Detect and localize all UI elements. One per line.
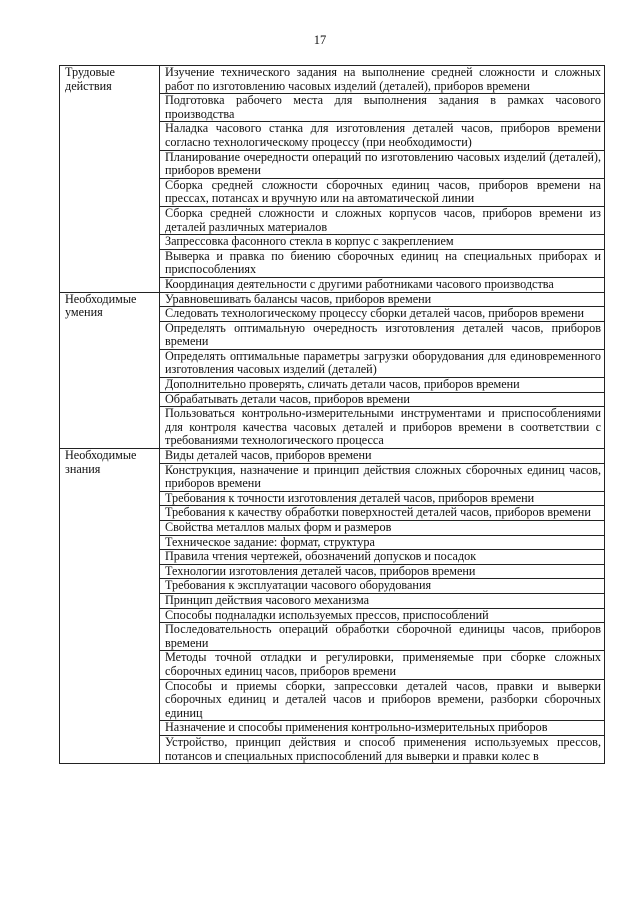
table-cell: Уравновешивать балансы часов, приборов времени (160, 292, 605, 307)
competency-table (59, 65, 605, 764)
table-cell: Обрабатывать детали часов, приборов времени (160, 392, 605, 407)
table-cell: Наладка часового станка для изготовления деталей часов, приборов времени согласно технологическому процессу (при необходимости) (160, 122, 605, 150)
table-cell: Определять оптимальную очередность изготовления деталей часов, приборов времени (160, 321, 605, 349)
table-cell: Требования к качеству обработки поверхностей деталей часов, приборов времени (160, 506, 605, 521)
table-cell: Планирование очередности операций по изготовлению часовых изделий (деталей), приборов времени (160, 150, 605, 178)
table-row (60, 66, 605, 94)
table-cell: Требования к точности изготовления деталей часов, приборов времени (160, 491, 605, 506)
table-cell: Требования к эксплуатации часового оборудования (160, 579, 605, 594)
section-label: Необходимые знания (60, 449, 160, 764)
section-label: Необходимые умения (60, 292, 160, 449)
table-cell: Конструкция, назначение и принцип действия сложных сборочных единиц часов, приборов времени (160, 463, 605, 491)
table-cell: Техническое задание: формат, структура (160, 535, 605, 550)
table-cell: Устройство, принцип действия и способ применения используемых прессов, потансов и специальных приспособлений для выверки и правки колес в (160, 735, 605, 763)
table-row (60, 292, 605, 307)
table-cell: Методы точной отладки и регулировки, применяемые при сборке сложных сборочных единиц часов, приборов времени (160, 651, 605, 679)
table-cell: Последовательность операций обработки сборочной единицы часов, приборов времени (160, 623, 605, 651)
table-row (60, 449, 605, 464)
table-cell: Дополнительно проверять, сличать детали часов, приборов времени (160, 378, 605, 393)
table-cell: Подготовка рабочего места для выполнения задания в рамках часового производства (160, 94, 605, 122)
table-cell: Запрессовка фасонного стекла в корпус с закреплением (160, 235, 605, 250)
table-cell: Сборка средней сложности сборочных единиц часов, приборов времени на прессах, потансах и вручную или на автоматической линии (160, 178, 605, 206)
section-label: Трудовые действия (60, 66, 160, 293)
page-number: 17 (313, 33, 327, 47)
table-cell: Назначение и способы применения контрольно-измерительных приборов (160, 721, 605, 736)
table-cell: Выверка и правка по биению сборочных единиц на специальных приборах и приспособлениях (160, 249, 605, 277)
table-cell: Координация деятельности с другими работниками часового производства (160, 277, 605, 292)
table-cell: Способы и приемы сборки, запрессовки деталей часов, правки и выверки сборочных единиц и деталей часов и приборов времени, разборки сборочных единиц (160, 679, 605, 721)
table-cell: Виды деталей часов, приборов времени (160, 449, 605, 464)
table-cell: Свойства металлов малых форм и размеров (160, 521, 605, 536)
table-cell: Способы подналадки используемых прессов, приспособлений (160, 608, 605, 623)
table-cell: Принцип действия часового механизма (160, 593, 605, 608)
table-cell: Сборка средней сложности и сложных корпусов часов, приборов времени из деталей различных материалов (160, 206, 605, 234)
table-cell: Технологии изготовления деталей часов, приборов времени (160, 564, 605, 579)
table-cell: Изучение технического задания на выполнение средней сложности и сложных работ по изготовлению часовых изделий (деталей), приборов времени (160, 66, 605, 94)
table-cell: Правила чтения чертежей, обозначений допусков и посадок (160, 550, 605, 565)
table-cell: Пользоваться контрольно-измерительными инструментами и приспособлениями для контроля качества часовых деталей и приборов времени в соответствии с требованиями технологического процесса (160, 407, 605, 449)
table-body (60, 66, 605, 764)
table-cell: Следовать технологическому процессу сборки деталей часов, приборов времени (160, 307, 605, 322)
table-cell: Определять оптимальные параметры загрузки оборудования для единовременного изготовления часовых изделий (деталей) (160, 349, 605, 377)
